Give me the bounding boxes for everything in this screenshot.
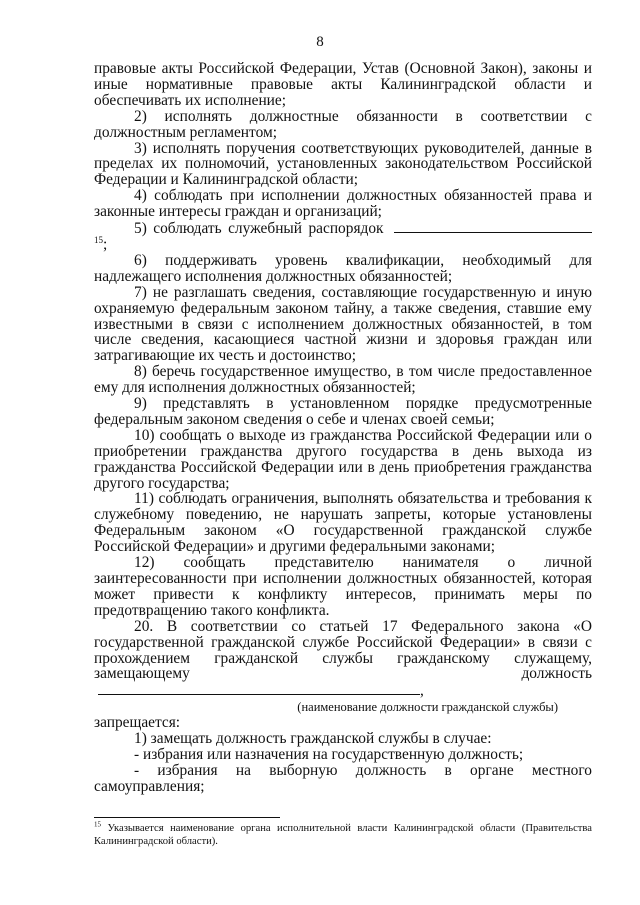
section-20-end: , — [420, 682, 424, 700]
document-body — [94, 61, 592, 795]
footnote-reference: 15 — [94, 234, 103, 245]
duty-item-2: 2) исполнять должностные обязанности в соответствии с должностным регламентом; — [94, 107, 592, 141]
duty-item-6: 6) поддерживать уровень квалификации, необходимый для надлежащего исполнения должностных обязанностей; — [94, 251, 592, 285]
footnote-separator — [94, 817, 280, 818]
forbidden-label: запрещается: — [94, 714, 181, 732]
duty-item-12: 12) сообщать представителю нанимателя о личной заинтересованности при исполнении должностных обязанностей, которая может привести к конфликту интересов, принимать меры по предотвращению такого конфликта. — [94, 554, 592, 619]
section-20-intro — [94, 619, 592, 700]
position-blank-line — [98, 682, 420, 695]
position-caption: (наименование должности гражданской службы) — [297, 700, 558, 715]
prohibition-item-1: 1) замещать должность гражданской службы в случае: — [134, 730, 492, 748]
section-20-text: 20. В соответствии со статьей 17 Федерального закона «О государственной гражданской службе Российской Федерации» в связи с прохождением гражданской службы гражданскому служащему, замещающему должность — [94, 617, 592, 683]
prohibition-subitem-2: - избрания на выборную должность в органе местного самоуправления; — [94, 761, 592, 795]
paragraph-legal-acts: правовые акты Российской Федерации, Устав (Основной Закон), законы и иные нормативные правовые акты Калининградской области и обеспечивать их исполнение; — [94, 60, 592, 109]
page-number: 8 — [316, 34, 324, 50]
footnote-number: 15 — [94, 820, 101, 829]
duty-item-5-text: 5) соблюдать служебный распорядок — [134, 220, 384, 238]
duty-item-7: 7) не разглашать сведения, составляющие государственную и иную охраняемую федеральным законом тайну, а также сведения, ставшие ему известными в связи с исполнением должностных обязанностей, в том числе сведения, касающиеся частной жизни и здоровья граждан или затрагивающие их честь и достоинство; — [94, 283, 592, 365]
duty-item-3: 3) исполнять поручения соответствующих руководителей, данные в пределах их полномочий, установленных законодательством Российской Федерации и Калининградской области; — [94, 139, 592, 189]
footnote-text: Указывается наименование органа исполнительной власти Калининградской области (Правительства Калининградской области). — [94, 823, 592, 847]
duty-item-10: 10) сообщать о выходе из гражданства Российской Федерации или о приобретении гражданства другого государства в день выхода из гражданства Российской Федерации или в день приобретения гражданства другого государства; — [94, 426, 592, 492]
duty-item-4: 4) соблюдать при исполнении должностных обязанностей права и законные интересы граждан и организаций; — [94, 187, 592, 221]
duty-item-8: 8) беречь государственное имущество, в том числе предоставленное ему для исполнения должностных обязанностей; — [94, 363, 592, 397]
duty-item-11: 11) соблюдать ограничения, выполнять обязательства и требования к служебному поведению, не нарушать запреты, которые установлены Федеральным законом «О государственной гражданской службе Российской Федерации» и другими федеральными законами; — [94, 490, 592, 556]
duty-item-9: 9) представлять в установленном порядке предусмотренные федеральным законом сведения о себе и членах своей семьи; — [94, 395, 592, 428]
duty-item-5-end: ; — [103, 235, 108, 253]
service-schedule-blank-line — [394, 220, 592, 233]
footnote — [94, 822, 592, 848]
duty-item-5 — [94, 220, 592, 253]
prohibition-subitem-1: - избрания или назначения на государственную должность; — [134, 746, 524, 764]
